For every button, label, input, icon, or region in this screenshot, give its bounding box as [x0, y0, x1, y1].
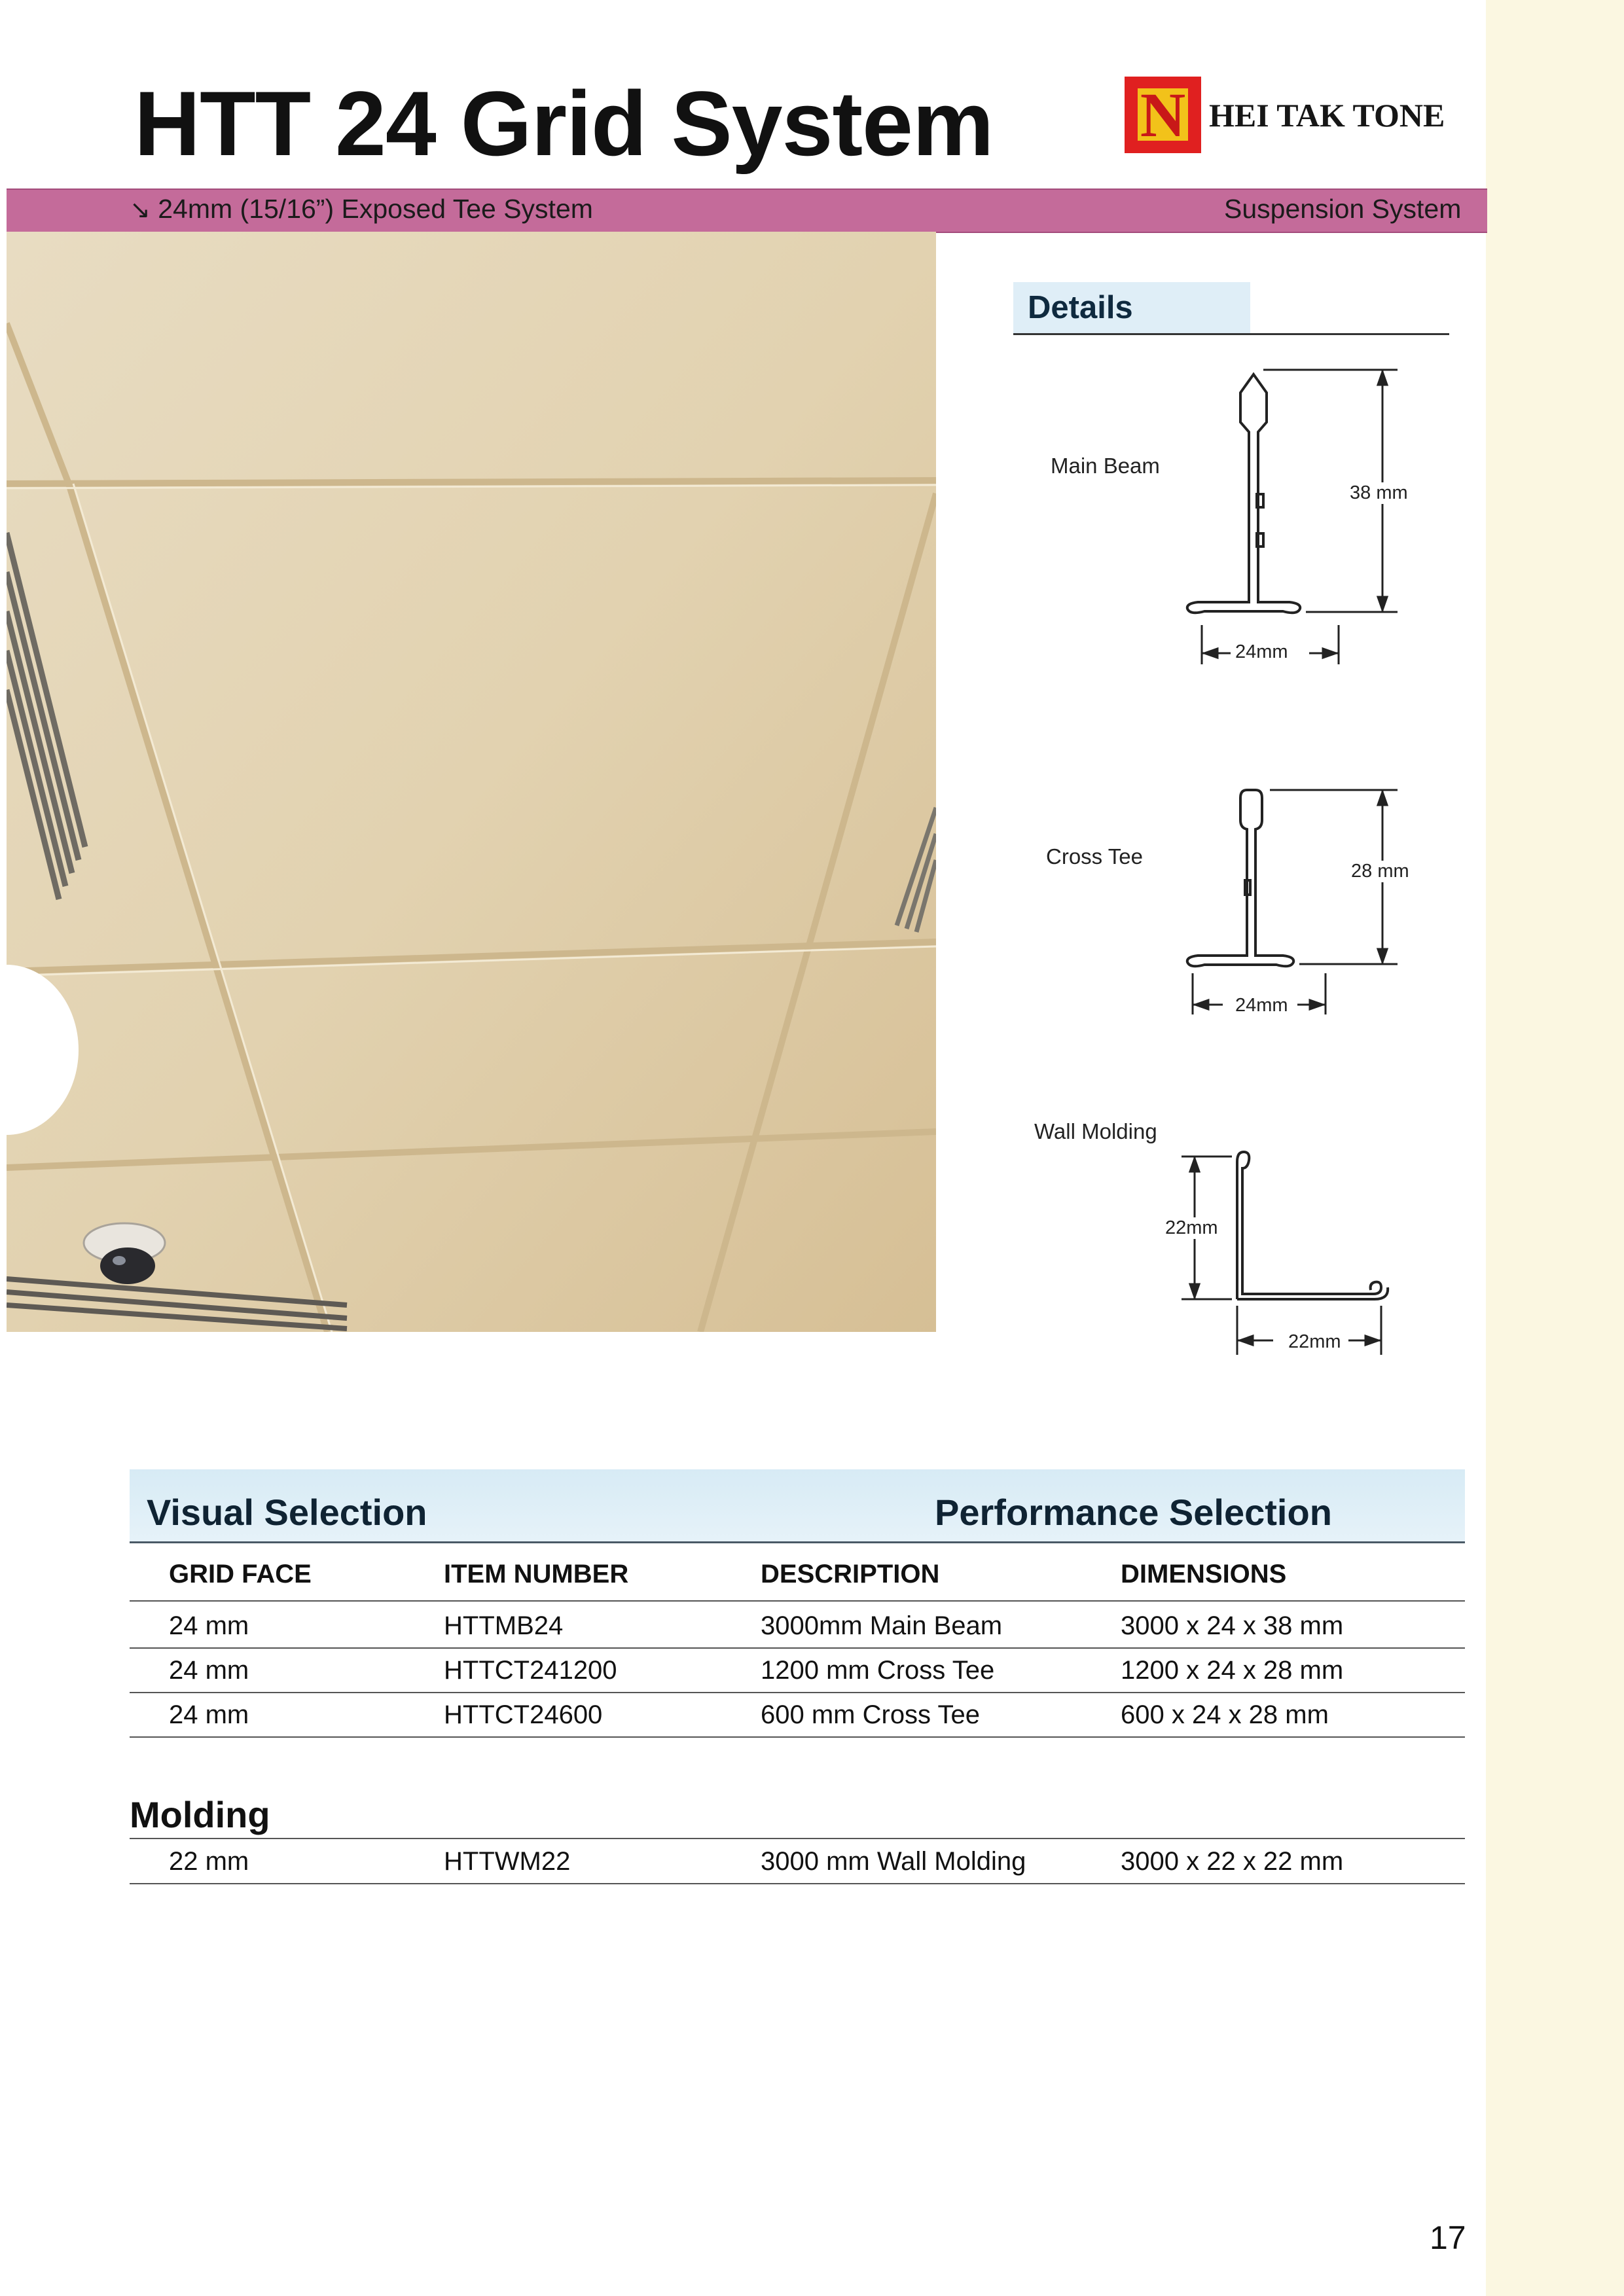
brand-mark-icon: N [1125, 77, 1201, 153]
table-cell: 24 mm [169, 1611, 249, 1640]
column-header-grid-face: GRID FACE [169, 1560, 312, 1588]
table-rule [130, 1692, 1465, 1693]
table-cell: 3000 mm Wall Molding [761, 1847, 1026, 1876]
table-cell: HTTCT24600 [444, 1700, 603, 1729]
table-cell: 3000 x 24 x 38 mm [1121, 1611, 1344, 1640]
table-cell: HTTMB24 [444, 1611, 564, 1640]
cross-tee-label: Cross Tee [1046, 844, 1143, 869]
table-cell: 24 mm [169, 1700, 249, 1729]
brand-logo [1125, 77, 1445, 153]
table-cell: 1200 mm Cross Tee [761, 1656, 995, 1685]
cross-tee-height: 28 mm [1351, 861, 1409, 882]
table-cell: 24 mm [169, 1656, 249, 1685]
details-rule [1013, 333, 1449, 335]
column-header-dimensions: DIMENSIONS [1121, 1560, 1287, 1588]
page-title: HTT 24 Grid System [134, 72, 994, 175]
molding-heading: Molding [130, 1794, 270, 1835]
table-cell: 3000mm Main Beam [761, 1611, 1003, 1640]
table-cell: 1200 x 24 x 28 mm [1121, 1656, 1344, 1685]
cross-tee-profile-diagram [1178, 782, 1427, 1044]
wall-molding-height: 22mm [1165, 1217, 1218, 1238]
table-cell: 22 mm [169, 1847, 249, 1876]
table-cell: 600 mm Cross Tee [761, 1700, 980, 1729]
details-heading: Details [1028, 290, 1133, 325]
column-header-item-number: ITEM NUMBER [444, 1560, 629, 1588]
page-edge-strip [1486, 0, 1624, 2296]
brand-name: HEI TAK TONE [1209, 96, 1445, 134]
wall-molding-label: Wall Molding [1034, 1119, 1157, 1143]
table-rule [130, 1838, 1465, 1839]
wall-molding-profile-diagram [1159, 1142, 1407, 1371]
table-cell: 600 x 24 x 28 mm [1121, 1700, 1329, 1729]
table-rule [130, 1883, 1465, 1884]
table-rule [130, 1600, 1465, 1602]
ceiling-photo [7, 232, 936, 1332]
table-cell: 3000 x 22 x 22 mm [1121, 1847, 1344, 1876]
cross-tee-width: 24mm [1235, 995, 1288, 1016]
band-subtitle-left: ↘ 24mm (15/16”) Exposed Tee System [130, 194, 593, 224]
performance-selection-heading: Performance Selection [935, 1492, 1332, 1533]
main-beam-profile-diagram [1178, 360, 1427, 674]
page-number: 17 [1430, 2219, 1466, 2256]
table-cell: HTTWM22 [444, 1847, 571, 1876]
table-rule [130, 1647, 1465, 1649]
table-cell: HTTCT241200 [444, 1656, 617, 1685]
table-rule [130, 1736, 1465, 1738]
corner-arrow-icon: ↘ [130, 196, 151, 224]
wall-molding-width: 22mm [1288, 1331, 1341, 1352]
column-header-description: DESCRIPTION [761, 1560, 940, 1588]
band-subtitle-right: Suspension System [1224, 194, 1462, 224]
visual-selection-heading: Visual Selection [147, 1492, 427, 1533]
main-beam-height: 38 mm [1350, 482, 1408, 503]
main-beam-label: Main Beam [1051, 454, 1160, 478]
main-beam-width: 24mm [1235, 641, 1288, 662]
